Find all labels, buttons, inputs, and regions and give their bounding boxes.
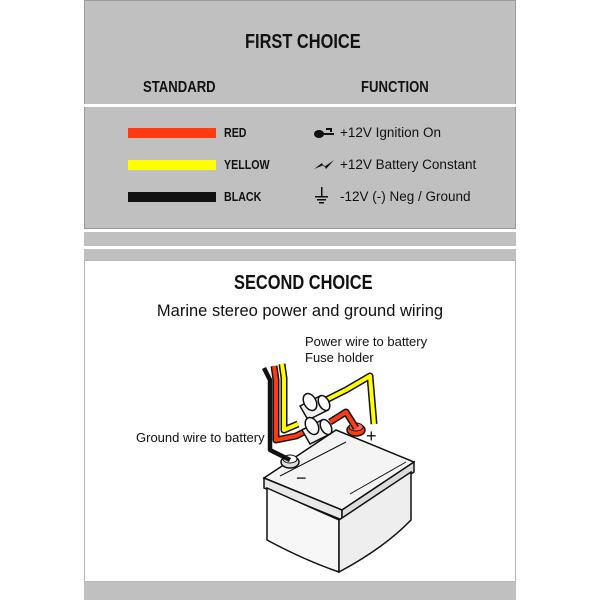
first-choice-title: FIRST CHOICE	[245, 31, 361, 53]
black-wire-function: -12V (-) Neg / Ground	[340, 189, 471, 204]
bottom-band	[84, 582, 516, 600]
second-choice-title: SECOND CHOICE	[234, 272, 373, 294]
fuse-holder-label: Fuse holder	[305, 350, 374, 365]
function-column-header: FUNCTION	[361, 79, 429, 96]
negative-sign: −	[296, 468, 307, 488]
yellow-wire-label: YELLOW	[224, 157, 270, 172]
power-wire-label: Power wire to battery	[305, 334, 428, 349]
ground-wire-label: Ground wire to battery	[136, 430, 265, 445]
second-choice-subtitle: Marine stereo power and ground wiring	[156, 302, 444, 320]
red-wire-label: RED	[224, 125, 247, 140]
battery	[264, 430, 414, 572]
wiring-guide-card	[84, 0, 516, 600]
yellow-wire	[282, 364, 298, 430]
standard-column-header: STANDARD	[143, 79, 216, 96]
black-wire-label: BLACK	[224, 189, 262, 204]
yellow-wire-function: +12V Battery Constant	[340, 157, 477, 172]
battery-wiring-illustration	[84, 0, 516, 600]
positive-sign: +	[366, 426, 377, 446]
red-wire-function: +12V Ignition On	[340, 125, 441, 140]
